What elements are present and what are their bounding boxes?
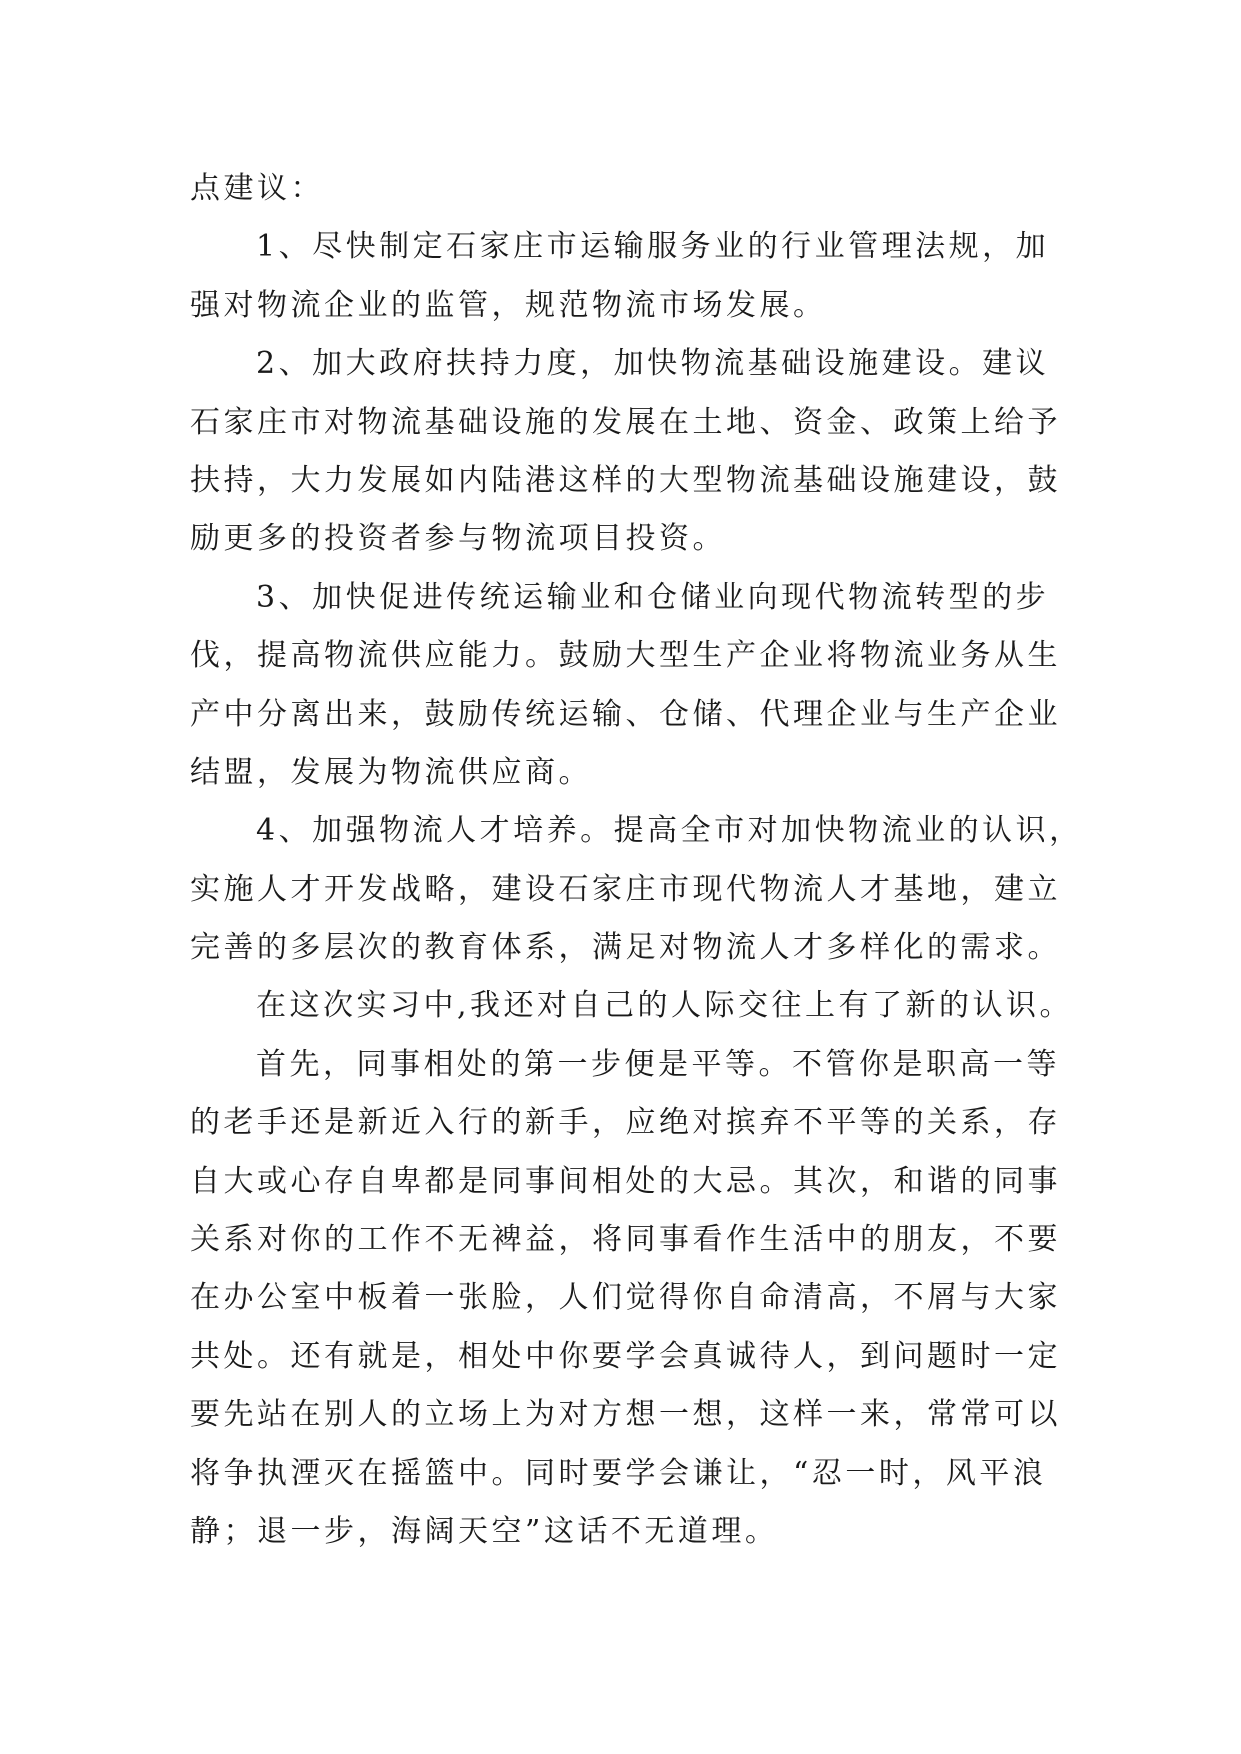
text-line: 完善的多层次的教育体系，满足对物流人才多样化的需求。 (190, 930, 1061, 966)
text-line: 实施人才开发战略，建设石家庄市现代物流人才基地，建立 (190, 871, 1061, 907)
text-line: 4、加强物流人才培养。提高全市对加快物流业的认识， (256, 813, 1083, 849)
text-line: 将争执湮灭在摇篮中。同时要学会谦让，“忍一时，风平浪 (190, 1455, 1047, 1491)
text-line: 石家庄市对物流基础设施的发展在土地、资金、政策上给予 (190, 404, 1061, 440)
document-body-text (190, 160, 1083, 1561)
text-line: 3、加快促进传统运输业和仓储业向现代物流转型的步 (256, 579, 1050, 615)
text-line: 2、加大政府扶持力度，加快物流基础设施建设。建议 (256, 346, 1050, 382)
text-line: 共处。还有就是，相处中你要学会真诚待人，到问题时一定 (190, 1338, 1061, 1374)
text-line: 强对物流企业的监管，规范物流市场发展。 (190, 287, 827, 323)
text-line: 关系对你的工作不无裨益，将同事看作生活中的朋友，不要 (190, 1222, 1061, 1258)
text-line: 励更多的投资者参与物流项目投资。 (190, 521, 726, 557)
text-line: 首先，同事相处的第一步便是平等。不管你是职高一等 (256, 1046, 1060, 1082)
text-line: 扶持，大力发展如内陆港这样的大型物流基础设施建设，鼓 (190, 462, 1061, 498)
text-line: 的老手还是新近入行的新手，应绝对摈弃不平等的关系，存 (190, 1105, 1061, 1141)
text-line: 静；退一步，海阔天空”这话不无道理。 (190, 1513, 779, 1549)
text-line: 在办公室中板着一张脸，人们觉得你自命清高，不屑与大家 (190, 1280, 1061, 1316)
text-line: 伐，提高物流供应能力。鼓励大型生产企业将物流业务从生 (190, 638, 1061, 674)
text-line: 结盟，发展为物流供应商。 (190, 754, 592, 790)
text-line: 产中分离出来，鼓励传统运输、仓储、代理企业与生产企业 (190, 696, 1061, 732)
text-line: 自大或心存自卑都是同事间相处的大忌。其次，和谐的同事 (190, 1163, 1061, 1199)
text-line: 点建议： (190, 171, 324, 206)
text-line: 1、尽快制定石家庄市运输服务业的行业管理法规，加 (256, 229, 1050, 265)
text-line: 要先站在别人的立场上为对方想一想，这样一来，常常可以 (190, 1397, 1061, 1433)
text-line: 在这次实习中,我还对自己的人际交往上有了新的认识。 (256, 988, 1074, 1024)
